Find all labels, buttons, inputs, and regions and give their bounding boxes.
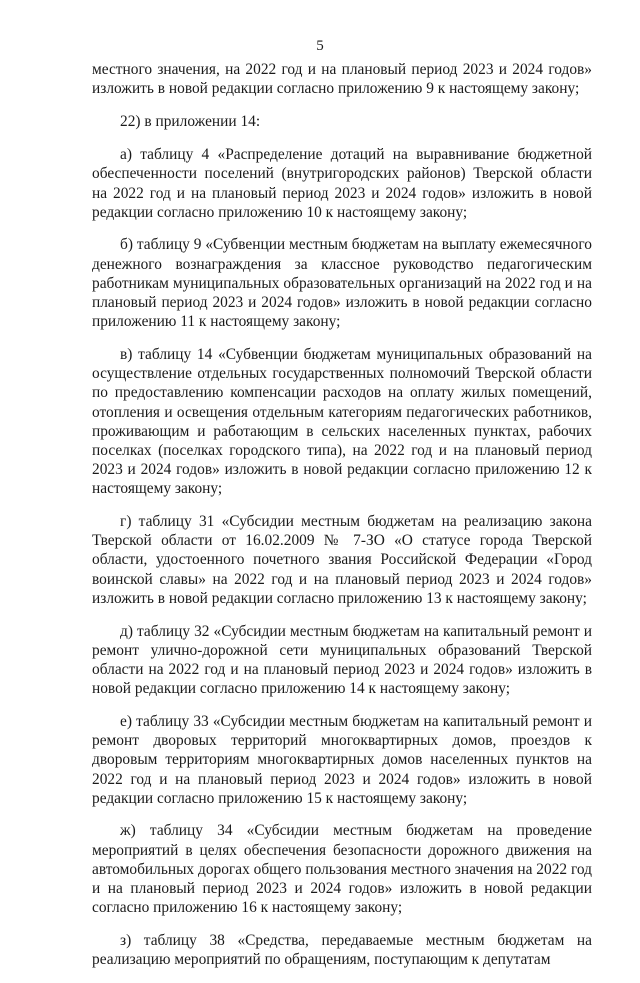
paragraph-item-zh: ж) таблицу 34 «Субсидии местным бюджетам на проведение мероприятий в целях обеспечения безопасности дорожного движения на автомобильных дорогах общего пользования местного значения на 2022 год и на плановый период 2023 и 2024 годов» изложить в новой редакции согласно приложению 16 к настоящему закону;: [92, 822, 592, 917]
paragraph-item-b: б) таблицу 9 «Субвенции местным бюджетам на выплату ежемесячного денежного вознаграждения за классное руководство педагогическим работникам муниципальных образовательных организаций на 2022 год и на плановый период 2023 и 2024 годов» изложить в новой редакции согласно приложению 11 к настоящему закону;: [92, 236, 592, 331]
paragraph-item-e: е) таблицу 33 «Субсидии местным бюджетам на капитальный ремонт и ремонт дворовых территорий многоквартирных домов, проездов к дворовым территориям многоквартирных домов населенных пунктов на 2022 год и на плановый период 2023 и 2024 годов» изложить в новой редакции согласно приложению 15 к настоящему закону;: [92, 712, 592, 807]
paragraph-item-a: а) таблицу 4 «Распределение дотаций на выравнивание бюджетной обеспеченности поселений (внутригородских районов) Тверской области на 2022 год и на плановый период 2023 и 2024 годов» изложить в новой редакции согласно приложению 10 к настоящему закону;: [92, 146, 592, 221]
paragraph-item-g: г) таблицу 31 «Субсидии местным бюджетам на реализацию закона Тверской области от 16.02.2009 № 7-ЗО «О статусе города Тверской области, удостоенного почетного звания Российской Федерации «Город воинской славы» на 2022 год и на плановый период 2023 и 2024 годов» изложить в новой редакции согласно приложению 13 к настоящему закону;: [92, 513, 592, 607]
paragraph-continuation: местного значения, на 2022 год и на плановый период 2023 и 2024 годов» изложить в новой редакции согласно приложению 9 к настоящему закону;: [92, 61, 592, 98]
paragraph-item-z: з) таблицу 38 «Средства, передаваемые местным бюджетам на реализацию мероприятий по обращениям, поступающим к депутатам: [92, 931, 592, 969]
paragraph-item-v: в) таблицу 14 «Субвенции бюджетам муниципальных образований на осуществление отдельных государственных полномочий Тверской области по предоставлению компенсации расходов на оплату жилых помещений, отопления и освещения отдельным категориям педагогических работников, проживающим и работающим в сельских населенных пунктах, рабочих поселках (поселках городского типа), на 2022 год и на плановый период 2023 и 2024 годов» изложить в новой редакции согласно приложению 12 к настоящему закону;: [92, 345, 592, 498]
paragraph-item-d: д) таблицу 32 «Субсидии местным бюджетам на капитальный ремонт и ремонт улично-дорожной сети муниципальных образований Тверской области на 2022 год и на плановый период 2023 и 2024 годов» изложить в новой редакции согласно приложению 14 к настоящему закону;: [92, 622, 592, 698]
page-number: 5: [316, 38, 324, 54]
document-body: [92, 60, 592, 983]
paragraph-item-22: 22) в приложении 14:: [120, 112, 261, 130]
